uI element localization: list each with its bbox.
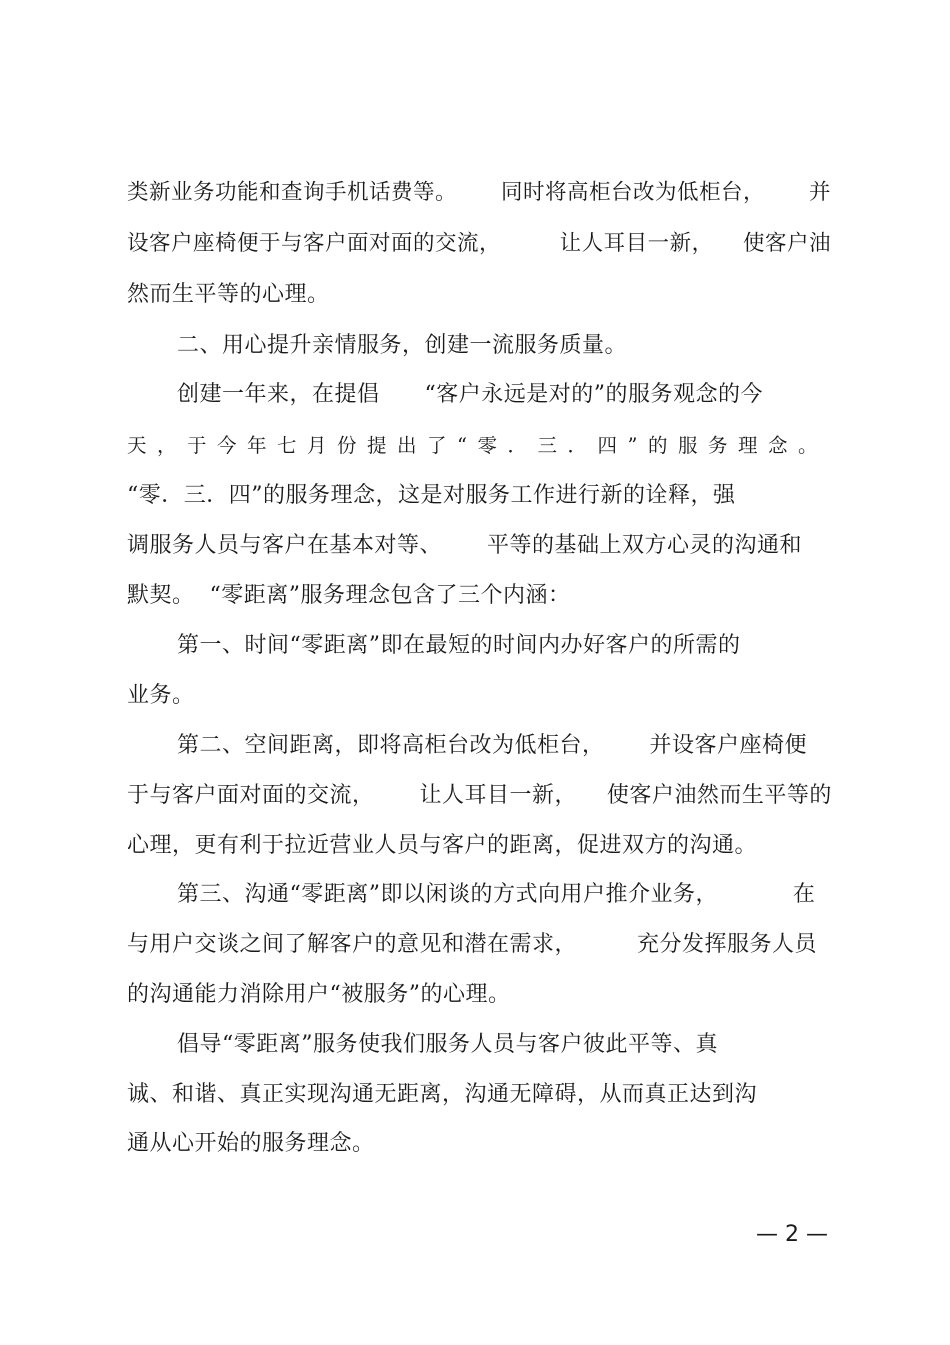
text-line-2: 设客户座椅便于与客户面对面的交流， 让人耳目一新， 使客户油 [127, 231, 832, 256]
text-line-17: 的沟通能力消除用户“被服务”的心理。 [127, 982, 511, 1007]
text-line-10: 第一、时间“零距离”即在最短的时间内办好客户的所需的 [177, 633, 741, 658]
text-line-5: 创建一年来，在提倡 “客户永远是对的”的服务观念的今 [177, 382, 763, 407]
text-line-15: 第三、沟通“零距离”即以闲谈的方式向用户推介业务， 在 [177, 882, 816, 907]
text-line-20: 通从心开始的服务理念。 [127, 1131, 375, 1156]
text-line-6: 天，于今年七月份提出了“零．三．四”的服务理念。 [127, 434, 828, 457]
text-line-16: 与用户交谈之间了解客户的意见和潜在需求， 充分发挥服务人员 [127, 932, 817, 957]
page-number: — 2 — [756, 1222, 828, 1247]
text-line-9: 默契。 “零距离”服务理念包含了三个内涵： [127, 583, 571, 608]
text-line-19: 诚、和谐、真正实现沟通无距离，沟通无障碍，从而真正达到沟 [127, 1082, 758, 1107]
text-line-3: 然而生平等的心理。 [127, 282, 330, 307]
text-line-8: 调服务人员与客户在基本对等、 平等的基础上双方心灵的沟通和 [127, 533, 802, 558]
section-heading: 二、用心提升亲情服务，创建一流服务质量。 [177, 333, 628, 358]
text-line-7: “零．三．四”的服务理念，这是对服务工作进行新的诠释，强 [127, 483, 736, 508]
text-line-14: 心理，更有利于拉近营业人员与客户的距离，促进双方的沟通。 [127, 833, 758, 858]
text-line-12: 第二、空间距离，即将高柜台改为低柜台， 并设客户座椅便 [177, 733, 807, 758]
text-line-1: 类新业务功能和查询手机话费等。 同时将高柜台改为低柜台， 并 [127, 180, 832, 205]
text-line-11: 业务。 [127, 683, 195, 708]
text-line-18: 倡导“零距离”服务使我们服务人员与客户彼此平等、真 [177, 1032, 718, 1057]
text-line-13: 于与客户面对面的交流， 让人耳目一新， 使客户油然而生平等的 [127, 783, 832, 808]
